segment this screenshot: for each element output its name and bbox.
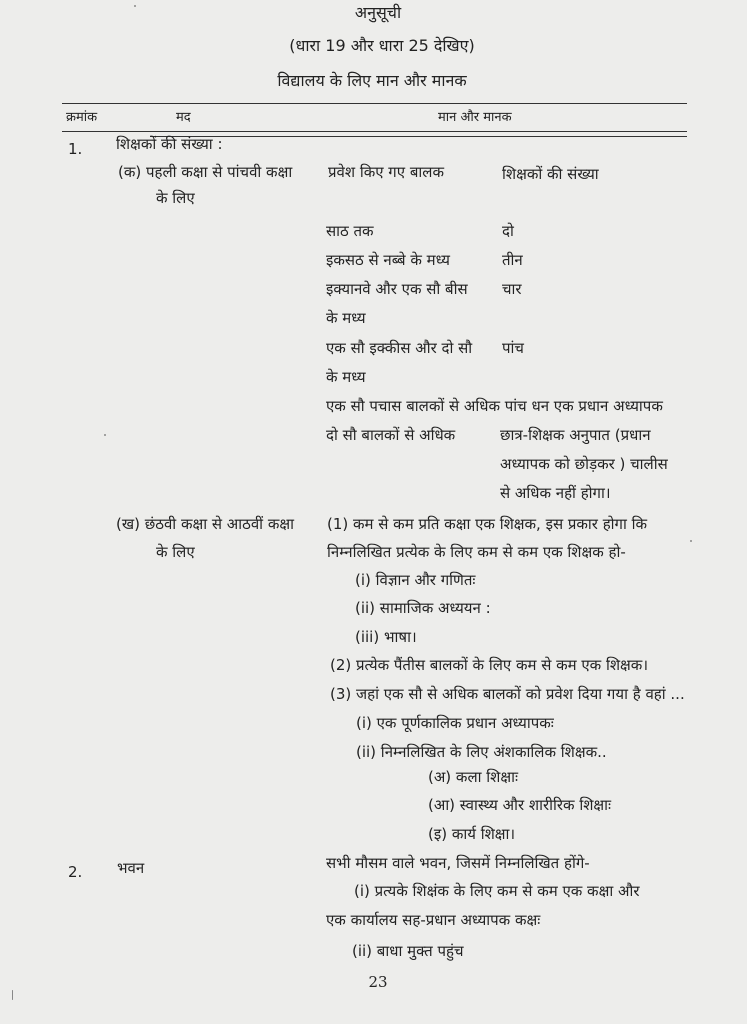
subject-science-math: (i) विज्ञान और गणितः xyxy=(355,571,476,589)
part-time-art: (अ) कला शिक्षाः xyxy=(428,768,519,786)
building-intro: सभी मौसम वाले भवन, जिसमें निम्नलिखित होंगे- xyxy=(326,854,590,872)
part-a-label: (क) पहली कक्षा से पांचवी कक्षा xyxy=(118,163,293,181)
table-row-4-admitted-cont: के मध्य xyxy=(326,368,366,386)
part-a-label-cont: के लिए xyxy=(156,189,195,207)
table-row-1-admitted: साठ तक xyxy=(326,222,374,240)
table-row-4-admitted: एक सौ इक्कीस और दो सौ xyxy=(326,339,473,357)
above-200-text-1: छात्र-शिक्षक अनुपात (प्रधान xyxy=(500,426,651,444)
subject-social-studies: (ii) सामाजिक अध्ययन : xyxy=(355,599,491,617)
part-b-point-1-cont: निम्नलिखित प्रत्येक के लिए कम से कम एक शिक्षक हो- xyxy=(327,543,626,561)
part-b-label-cont: के लिए xyxy=(156,543,195,561)
part-time-teachers: (ii) निम्नलिखित के लिए अंशकालिक शिक्षक.. xyxy=(356,743,607,761)
part-b-point-2: (2) प्रत्येक पैंतीस बालकों के लिए कम से कम एक शिक्षक। xyxy=(330,656,649,674)
table-row-3-admitted: इक्यानवे और एक सौ बीस xyxy=(326,280,468,298)
above-200-label: दो सौ बालकों से अधिक xyxy=(326,426,456,444)
scan-speck xyxy=(134,5,136,7)
header-bottom-rule xyxy=(62,131,687,132)
col-header-item: मद xyxy=(176,110,191,125)
table-row-3-teachers: चार xyxy=(502,280,522,298)
full-time-head-teacher: (i) एक पूर्णकालिक प्रधान अध्यापकः xyxy=(356,714,554,732)
building-item-1-cont: एक कार्यालय सह-प्रधान अध्यापक कक्षः xyxy=(326,911,541,929)
schedule-title: अनुसूची xyxy=(354,3,402,22)
building-item-2: (ii) बाधा मुक्त पहुंच xyxy=(352,942,464,960)
part-time-health-pe: (आ) स्वास्थ्य और शारीरिक शिक्षाः xyxy=(428,796,612,814)
table-row-1-teachers: दो xyxy=(502,222,514,240)
section-1-number: 1. xyxy=(68,140,83,158)
header-top-rule xyxy=(62,103,687,104)
col-header-norms: मान और मानक xyxy=(438,110,512,125)
schedule-heading: विद्यालय के लिए मान और मानक xyxy=(277,71,467,90)
above-200-text-3: से अधिक नहीं होगा। xyxy=(500,484,611,502)
table-row-3-admitted-cont: के मध्य xyxy=(326,309,366,327)
col-header-serial: क्रमांक xyxy=(66,110,98,125)
section-2-number: 2. xyxy=(68,863,83,881)
above-150-line: एक सौ पचास बालकों से अधिक पांच धन एक प्रधान अध्यापक xyxy=(326,397,663,415)
teacher-count-header: शिक्षकों की संख्या xyxy=(502,165,599,183)
part-time-work-education: (इ) कार्य शिक्षा। xyxy=(428,825,516,843)
part-b-point-1: (1) कम से कम प्रति कक्षा एक शिक्षक, इस प्रकार होगा कि xyxy=(327,515,648,533)
scan-speck xyxy=(104,434,106,436)
table-row-2-admitted: इकसठ से नब्बे के मध्य xyxy=(326,251,450,269)
part-b-point-3: (3) जहां एक सौ से अधिक बालकों को प्रवेश दिया गया है वहां ... xyxy=(330,685,685,703)
subject-language: (iii) भाषा। xyxy=(355,628,417,646)
section-1-title: शिक्षकों की संख्या : xyxy=(116,135,223,153)
admitted-children-header: प्रवेश किए गए बालक xyxy=(328,163,444,181)
section-2-title: भवन xyxy=(117,859,145,877)
part-b-label: (ख) छंठवी कक्षा से आठवीं कक्षा xyxy=(116,515,295,533)
above-200-text-2: अध्यापक को छोड़कर ) चालीस xyxy=(500,455,668,473)
building-item-1: (i) प्रत्यके शिक्षंक के लिए कम से कम एक कक्षा और xyxy=(354,882,640,900)
table-row-4-teachers: पांच xyxy=(502,339,524,357)
scan-speck xyxy=(12,990,13,1000)
scan-speck xyxy=(690,540,692,542)
header-bottom-rule-2 xyxy=(150,136,687,137)
schedule-subtitle: (धारा 19 और धारा 25 देखिए) xyxy=(289,36,475,55)
table-row-2-teachers: तीन xyxy=(502,251,523,269)
page-number: 23 xyxy=(368,973,388,991)
